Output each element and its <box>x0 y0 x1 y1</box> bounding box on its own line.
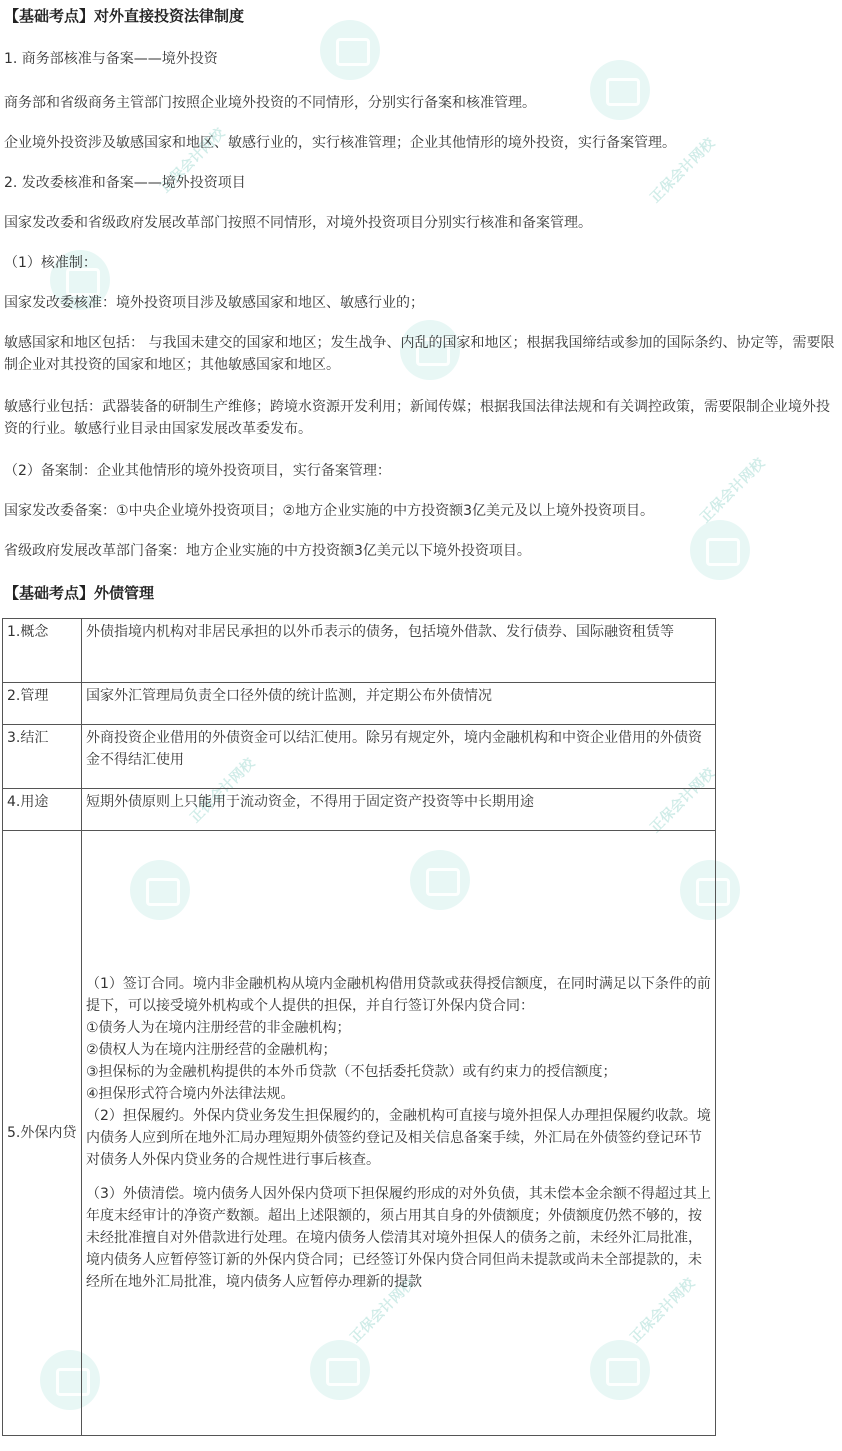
watermark-text: 正保会计网校 <box>187 755 259 827</box>
table-row <box>3 683 716 725</box>
watermark-text: 正保会计网校 <box>697 455 769 527</box>
row5-paragraph: （1）签订合同。境内非金融机构从境内金融机构借用贷款或获得授信额度，在同时满足以下条件的前提下，可以接受境外机构或个人提供的担保，并自行签订外保内贷合同： <box>86 976 711 1014</box>
table-row <box>3 725 716 789</box>
row5-paragraph: （3）外债清偿。境内债务人因外保内贷项下担保履约形成的对外负债，其未偿本金余额不得超过其上年度末经审计的净资产数额。超出上述限额的，须占用其自身的外债额度；外债额度仍然不够的，按未经批准擅自对外借款进行处理。在境内债务人偿清其对境外担保人的债务之前，未经外汇局批准，境内债务人应暂停签订新的外保内贷合同；已经签订外保内贷合同但尚未提款或尚未全部提款的，未经所在地外汇局批准，境内债务人应暂停办理新的提款 <box>86 1186 711 1290</box>
row5-value <box>82 831 716 1436</box>
filing-title: （2）备案制：企业其他情形的境外投资项目，实行备案管理： <box>4 463 391 479</box>
approval-title: （1）核准制： <box>4 255 97 271</box>
item1-title: 1. 商务部核准与备案——境外投资 <box>4 51 218 67</box>
watermark-text: 正保会计网校 <box>157 125 229 197</box>
row-key: 4.用途 <box>3 789 82 831</box>
row-value: 国家外汇管理局负责全口径外债的统计监测，并定期公布外债情况 <box>82 683 716 725</box>
row5-condition: ③担保标的为金融机构提供的本外币贷款（不包括委托贷款）或有约束力的授信额度； <box>86 1064 617 1080</box>
row-key: 3.结汇 <box>3 725 82 789</box>
row-key: 1.概念 <box>3 619 82 683</box>
row5-key: 5.外保内贷 <box>7 1125 77 1141</box>
row-value: 外商投资企业借用的外债资金可以结汇使用。除另有规定外，境内金融机构和中资企业借用的外债资金不得结汇使用 <box>82 725 716 789</box>
approval-paragraph: 敏感国家和地区包括： 与我国未建交的国家和地区；发生战争、内乱的国家和地区；根据我国缔结或参加的国际条约、协定等，需要限制企业对其投资的国家和地区；其他敏感国家和地区。 <box>4 335 835 373</box>
item2-paragraph: 国家发改委和省级政府发展改革部门按照不同情形，对境外投资项目分别实行核准和备案管理。 <box>4 215 592 231</box>
row-key <box>3 831 82 1436</box>
table-row <box>3 831 716 1436</box>
approval-paragraph: 国家发改委核准：境外投资项目涉及敏感国家和地区、敏感行业的； <box>4 295 424 311</box>
row5-paragraph: （2）担保履约。外保内贷业务发生担保履约的，金融机构可直接与境外担保人办理担保履约收款。境内债务人应到所在地外汇局办理短期外债签约登记及相关信息备案手续，外汇局在外债签约登记环节对债务人外保内贷业务的合规性进行事后核查。 <box>86 1108 711 1168</box>
table-row <box>3 789 716 831</box>
table-row <box>3 619 716 683</box>
row-value: 外债指境内机构对非居民承担的以外币表示的债务，包括境外借款、发行债券、国际融资租赁等 <box>82 619 716 683</box>
row5-condition: ①债务人为在境内注册经营的非金融机构； <box>86 1020 351 1036</box>
approval-paragraph: 敏感行业包括：武器装备的研制生产维修；跨境水资源开发利用；新闻传媒；根据我国法律法规和有关调控政策，需要限制企业境外投资的行业。敏感行业目录由国家发展改革委发布。 <box>4 399 830 437</box>
row-key: 2.管理 <box>3 683 82 725</box>
row5-condition: ④担保形式符合境内外法律法规。 <box>86 1086 295 1102</box>
section1-heading: 【基础考点】对外直接投资法律制度 <box>4 7 245 25</box>
watermark-text: 正保会计网校 <box>347 1275 419 1347</box>
item1-paragraph: 企业境外投资涉及敏感国家和地区、敏感行业的，实行核准管理；企业其他情形的境外投资，实行备案管理。 <box>4 135 676 151</box>
item1-paragraph: 商务部和省级商务主管部门按照企业境外投资的不同情形，分别实行备案和核准管理。 <box>4 95 536 111</box>
filing-paragraph: 国家发改委备案：①中央企业境外投资项目；②地方企业实施的中方投资额3亿美元及以上境外投资项目。 <box>4 503 655 519</box>
foreign-debt-table <box>2 618 716 1436</box>
row5-condition: ②债权人为在境内注册经营的金融机构； <box>86 1042 337 1058</box>
watermark-text: 正保会计网校 <box>627 1275 699 1347</box>
row-value: 短期外债原则上只能用于流动资金，不得用于固定资产投资等中长期用途 <box>82 789 716 831</box>
watermark-text: 正保会计网校 <box>647 765 719 837</box>
watermark-text: 正保会计网校 <box>647 135 719 207</box>
section2-heading: 【基础考点】外债管理 <box>4 584 155 602</box>
filing-paragraph: 省级政府发展改革部门备案：地方企业实施的中方投资额3亿美元以下境外投资项目。 <box>4 543 531 559</box>
item2-title: 2. 发改委核准和备案——境外投资项目 <box>4 175 246 191</box>
